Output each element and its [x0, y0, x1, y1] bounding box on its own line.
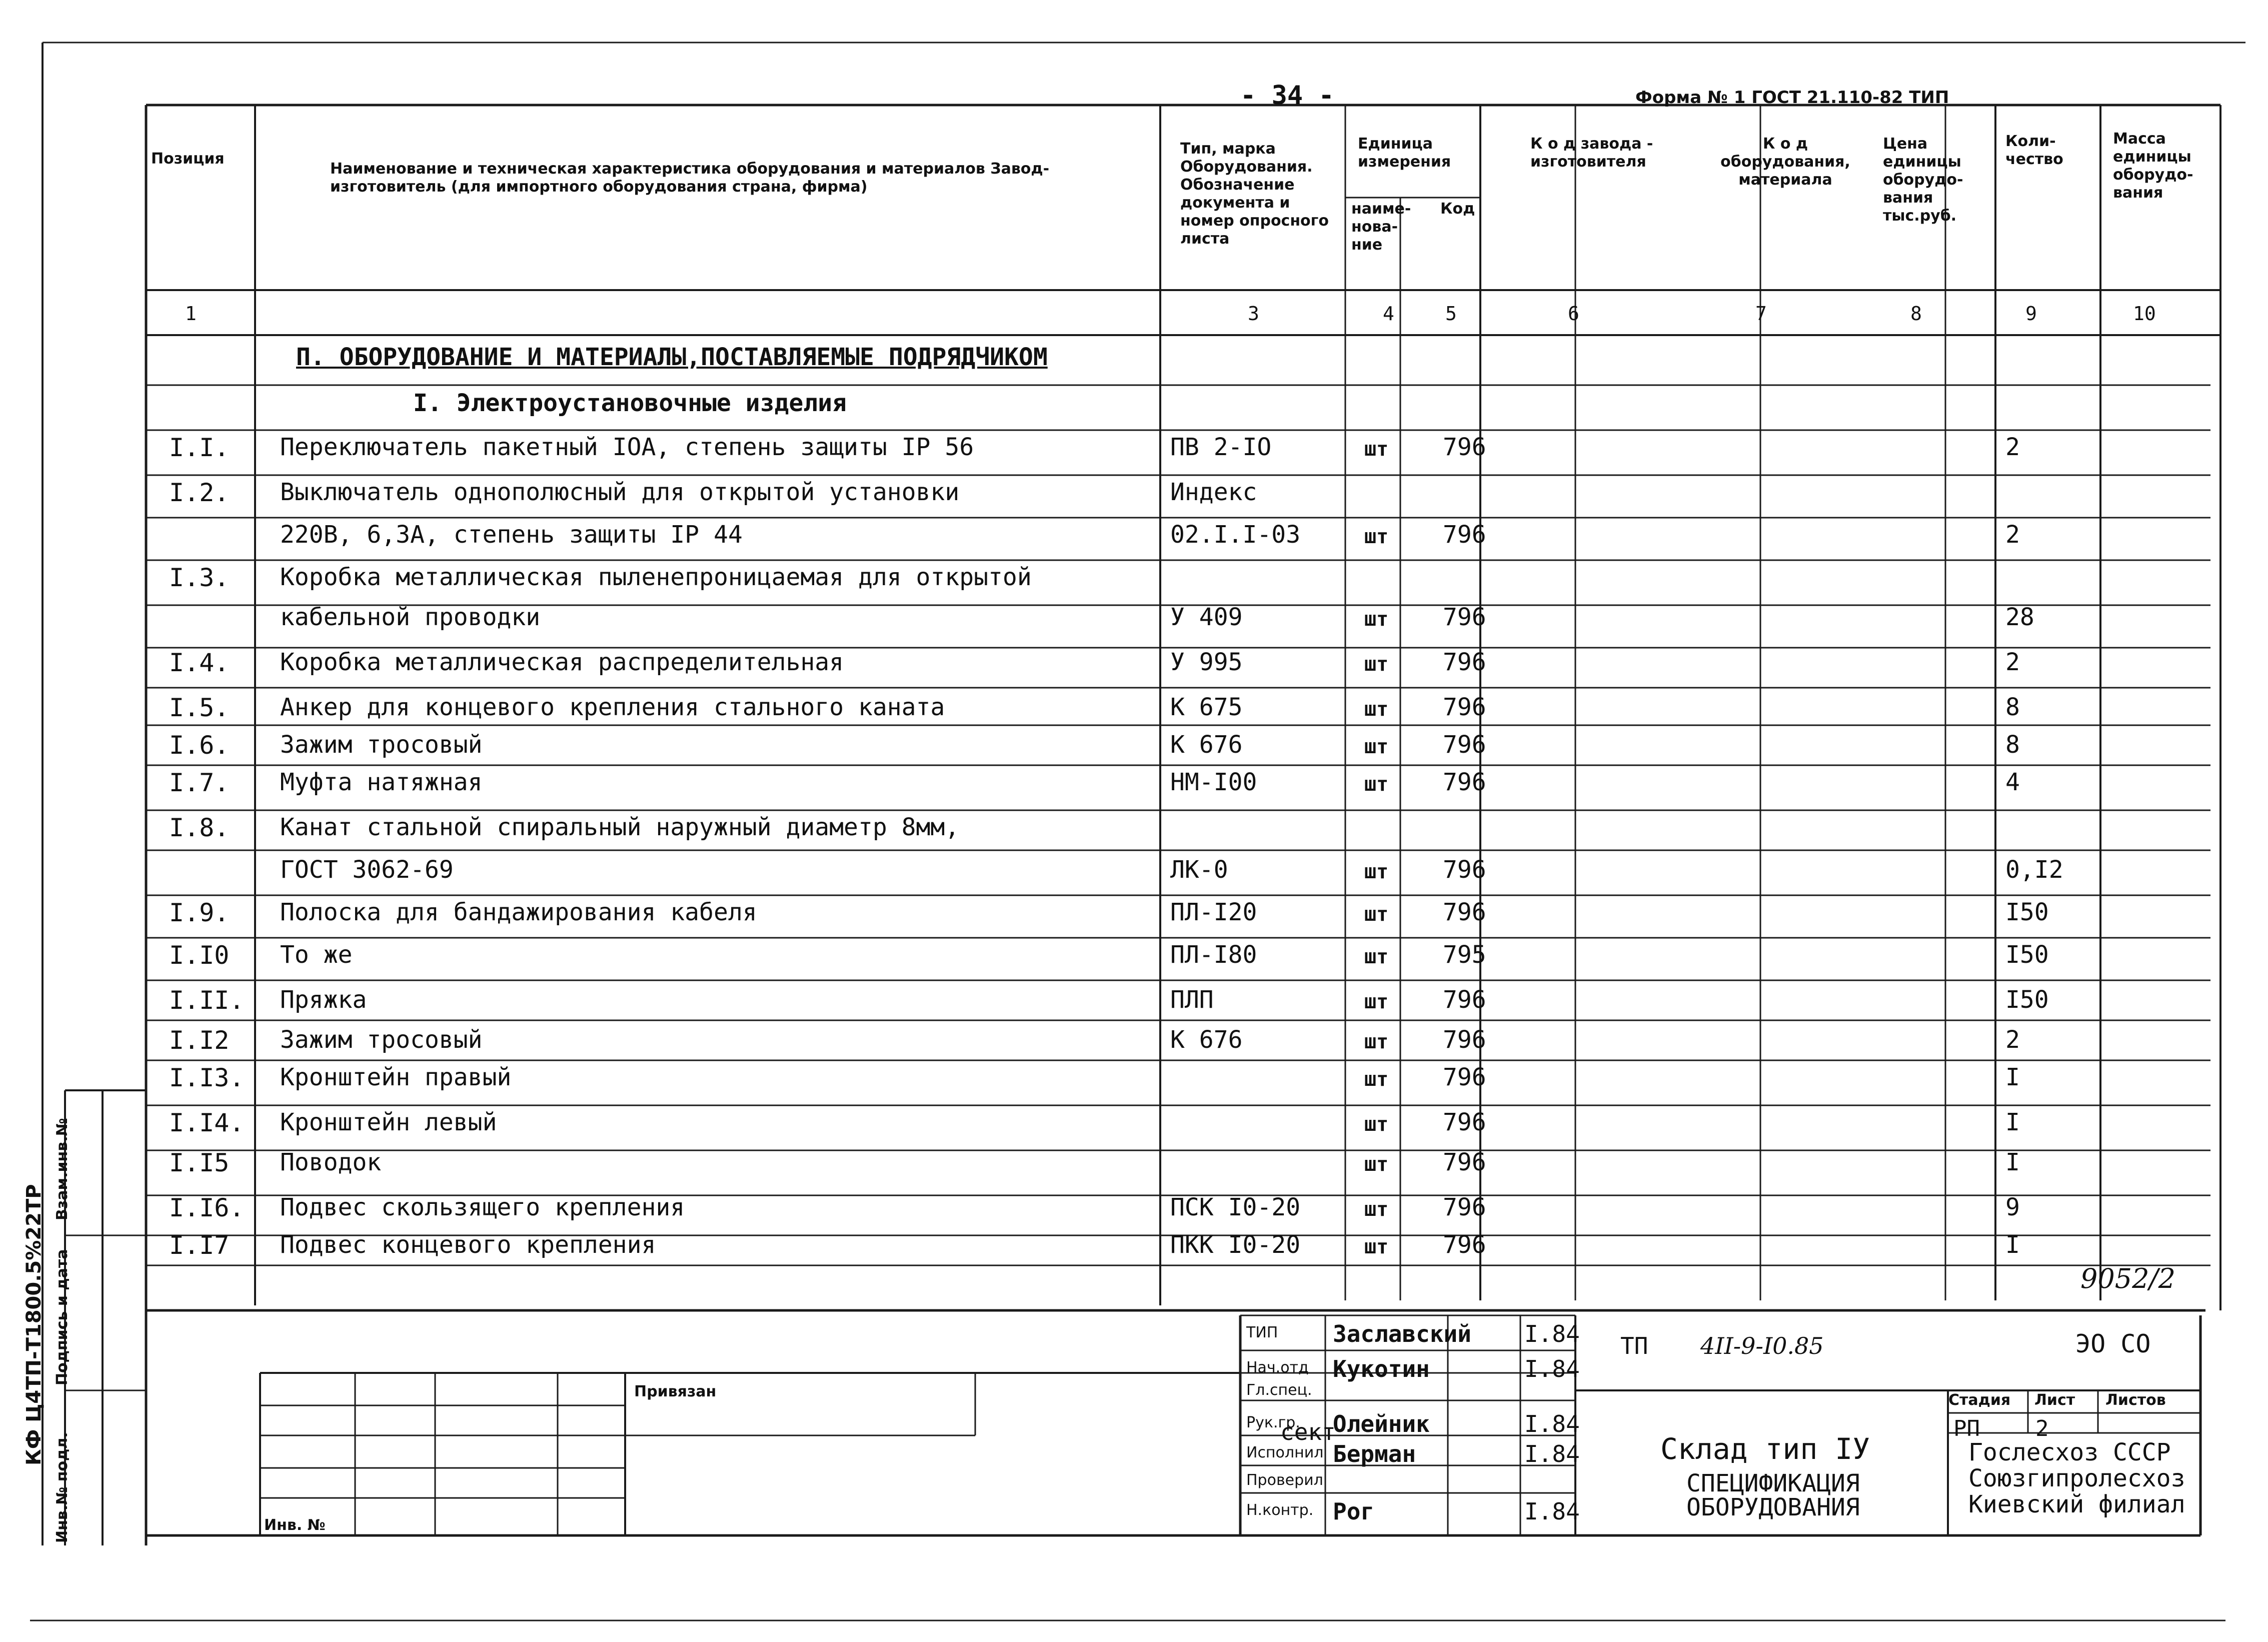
row-unit: шт: [1364, 945, 1389, 968]
row-qty: I: [2005, 1231, 2020, 1259]
row-code: 796: [1443, 1231, 1486, 1259]
title-date: I.84: [1524, 1410, 1580, 1437]
row-code: 796: [1443, 1108, 1486, 1136]
header-position: Позиция: [151, 150, 225, 168]
col-number: 7: [1755, 303, 1767, 325]
title-date: I.84: [1524, 1440, 1580, 1467]
row-code: 796: [1443, 856, 1486, 884]
row-code: 796: [1443, 986, 1486, 1014]
row-unit: шт: [1364, 1030, 1389, 1053]
row-qty: 8: [2005, 731, 2020, 759]
row-position: I.4.: [169, 648, 230, 677]
row-position: I.I3.: [169, 1063, 245, 1092]
col-number: 5: [1445, 303, 1457, 325]
title-name: Кукотин: [1333, 1355, 1430, 1382]
section-title: П. ОБОРУДОВАНИЕ И МАТЕРИАЛЫ,ПОСТАВЛЯЕМЫЕ ПОДРЯДЧИКОМ: [296, 343, 1048, 371]
margin-inv-podl: Инв.№ подл.: [54, 1432, 71, 1543]
row-qty: I: [2005, 1148, 2020, 1176]
title-role: Рук.гр.: [1246, 1414, 1300, 1431]
doc-title-2: ОБОРУДОВАНИЯ: [1686, 1493, 1860, 1521]
row-position: I.I5: [169, 1148, 230, 1177]
row-code: 796: [1443, 603, 1486, 631]
header-unit-code: Код: [1440, 200, 1475, 218]
row-position: I.5.: [169, 693, 230, 722]
title-date: I.84: [1524, 1355, 1580, 1382]
row-unit: шт: [1364, 525, 1389, 548]
row-qty: 2: [2005, 521, 2020, 549]
header-mass: Масса единицы оборудо-вания: [2113, 130, 2193, 202]
row-type: ПЛ-I20: [1170, 898, 1257, 926]
header-price: Цена единицы оборудо-вания тыс.руб.: [1883, 135, 1963, 225]
row-unit: шт: [1364, 990, 1389, 1013]
row-name: Кронштейн правый: [280, 1063, 512, 1091]
header-type: Тип, марка Оборудования. Обозначение документа и номер опросного листа: [1180, 140, 1329, 248]
row-unit: шт: [1364, 735, 1389, 758]
title-role: Исполнил: [1246, 1444, 1324, 1461]
row-name: Анкер для концевого крепления стального каната: [280, 693, 945, 721]
row-code: 796: [1443, 768, 1486, 796]
row-unit: шт: [1364, 860, 1389, 883]
row-name: Полоска для бандажирования кабеля: [280, 898, 757, 926]
col-number: 6: [1568, 303, 1579, 325]
row-unit: шт: [1364, 1235, 1389, 1258]
row-code: 796: [1443, 1193, 1486, 1221]
col-number: 3: [1248, 303, 1259, 325]
row-code: 796: [1443, 521, 1486, 549]
sheet-label: Лист: [2034, 1391, 2075, 1409]
header-unit-name: наиме-нова-ние: [1351, 200, 1411, 254]
row-unit: шт: [1364, 1153, 1389, 1176]
row-qty: 2: [2005, 1026, 2020, 1054]
col-number: 4: [1383, 303, 1394, 325]
header-maker-code: К о д завода - изготовителя: [1530, 135, 1653, 171]
row-name: Зажим тросовый: [280, 1026, 483, 1054]
row-code: 796: [1443, 648, 1486, 676]
title-role: Н.контр.: [1246, 1501, 1314, 1519]
row-position: I.I0: [169, 941, 230, 970]
handwritten-note: 9052/2: [2080, 1263, 2175, 1294]
row-name: Зажим тросовый: [280, 731, 483, 759]
inv-number-label: Инв. №: [264, 1516, 326, 1534]
row-position: I.I.: [169, 433, 230, 462]
row-name: Поводок: [280, 1148, 382, 1176]
row-type: К 675: [1170, 693, 1243, 721]
org-line-3: Киевский филиал: [1968, 1490, 2185, 1518]
name-prefix: сект: [1280, 1418, 1336, 1445]
row-name: То же: [280, 941, 353, 969]
row-code: 796: [1443, 433, 1486, 461]
stage-label: Стадия: [1948, 1391, 2011, 1409]
object-name: Склад тип IУ: [1660, 1432, 1870, 1466]
row-unit: шт: [1364, 1068, 1389, 1091]
privyazan-label: Привязан: [634, 1383, 717, 1400]
row-type: 02.I.I-03: [1170, 521, 1301, 549]
sheet-value: 2: [2035, 1416, 2049, 1441]
row-qty: 0,I2: [2005, 856, 2063, 884]
row-qty: I: [2005, 1063, 2020, 1091]
row-code: 795: [1443, 941, 1486, 969]
row-type: Индекс: [1170, 478, 1257, 506]
org-line-2: Союзгипролесхоз: [1968, 1464, 2185, 1492]
row-qty: 8: [2005, 693, 2020, 721]
row-name: Муфта натяжная: [280, 768, 483, 796]
row-unit: шт: [1364, 698, 1389, 721]
sheet-code: ЭО СО: [2075, 1329, 2151, 1358]
header-name: Наименование и техническая характеристика оборудования и материалов Завод-изготовитель (для импортного оборудования страна, фирма): [330, 160, 1050, 196]
row-name: кабельной проводки: [280, 603, 541, 631]
col-number: 1: [185, 303, 197, 325]
title-role: ТИП: [1246, 1324, 1278, 1341]
row-qty: 4: [2005, 768, 2020, 796]
doc-code: ТП: [1620, 1332, 1648, 1359]
org-line-1: Гослесхоз СССР: [1968, 1438, 2171, 1466]
row-type: К 676: [1170, 731, 1243, 759]
row-unit: шт: [1364, 653, 1389, 676]
sheets-label: Листов: [2105, 1391, 2166, 1409]
row-type: К 676: [1170, 1026, 1243, 1054]
row-position: I.I6.: [169, 1193, 245, 1222]
row-name: Переключатель пакетный IOA, степень защиты IP 56: [280, 433, 974, 461]
row-unit: шт: [1364, 773, 1389, 796]
col-number: 8: [1910, 303, 1922, 325]
row-name: Коробка металлическая пыленепроницаемая для открытой: [280, 563, 1032, 591]
header-item-code: К о д оборудования, материала: [1720, 135, 1850, 189]
title-name: Олейник: [1333, 1410, 1430, 1437]
page-number: - 34 -: [1240, 81, 1334, 111]
doc-title-1: СПЕЦИФИКАЦИЯ: [1686, 1469, 1860, 1497]
row-qty: 28: [2005, 603, 2034, 631]
row-name: Подвес концевого крепления: [280, 1231, 656, 1259]
margin-podpis: Подпись и дата: [54, 1249, 71, 1385]
title-date: I.84: [1524, 1320, 1580, 1347]
row-type: ПЛП: [1170, 986, 1214, 1014]
row-position: I.7.: [169, 768, 230, 797]
stage-value: РП: [1953, 1416, 1980, 1441]
title-date: I.84: [1524, 1498, 1580, 1525]
row-code: 796: [1443, 731, 1486, 759]
margin-vzam: Взам.инв.№: [54, 1118, 71, 1220]
title-role: Нач.отд: [1246, 1359, 1309, 1376]
row-position: I.3.: [169, 563, 230, 592]
row-name: Кронштейн левый: [280, 1108, 497, 1136]
subsection-title: I. Электроустановочные изделия: [413, 389, 847, 417]
title-role: Гл.спец.: [1246, 1381, 1312, 1399]
col-number: 9: [2025, 303, 2037, 325]
row-unit: шт: [1364, 608, 1389, 631]
row-qty: I: [2005, 1108, 2020, 1136]
row-code: 796: [1443, 898, 1486, 926]
row-qty: I50: [2005, 941, 2049, 969]
row-position: I.II.: [169, 986, 245, 1015]
title-name: Заславский: [1333, 1320, 1471, 1347]
row-position: I.6.: [169, 731, 230, 760]
row-type: НМ-I00: [1170, 768, 1257, 796]
row-name: Пряжка: [280, 986, 367, 1014]
margin-copy-stamp: КФ Ц4ТП-Т1800.5%22ТР: [23, 1184, 46, 1465]
header-qty: Коли-чество: [2005, 133, 2063, 168]
row-unit: шт: [1364, 903, 1389, 926]
col-number: 10: [2133, 303, 2156, 325]
row-type: ПЛ-I80: [1170, 941, 1257, 969]
row-position: I.2.: [169, 478, 230, 507]
row-type: ПКК I0-20: [1170, 1231, 1301, 1259]
row-code: 796: [1443, 1026, 1486, 1054]
row-position: I.I7: [169, 1231, 230, 1260]
row-qty: I50: [2005, 898, 2049, 926]
row-type: ЛК-0: [1170, 856, 1228, 884]
row-name: Подвес скользящего крепления: [280, 1193, 685, 1221]
title-name: Рог: [1333, 1498, 1375, 1525]
row-qty: I50: [2005, 986, 2049, 1014]
row-unit: шт: [1364, 1198, 1389, 1221]
header-unit: Единица измерения: [1358, 135, 1451, 171]
row-position: I.I4.: [169, 1108, 245, 1137]
row-qty: 9: [2005, 1193, 2020, 1221]
row-name: ГОСТ 3062-69: [280, 856, 454, 884]
row-type: ПВ 2-IO: [1170, 433, 1272, 461]
row-code: 796: [1443, 1063, 1486, 1091]
row-unit: шт: [1364, 1113, 1389, 1136]
row-code: 796: [1443, 693, 1486, 721]
row-qty: 2: [2005, 433, 2020, 461]
row-type: ПСК I0-20: [1170, 1193, 1301, 1221]
title-name: Берман: [1333, 1440, 1416, 1467]
row-name: Коробка металлическая распределительная: [280, 648, 844, 676]
row-name: 220В, 6,3А, степень защиты IP 44: [280, 521, 743, 549]
row-type: У 409: [1170, 603, 1243, 631]
row-position: I.I2: [169, 1026, 230, 1055]
row-type: У 995: [1170, 648, 1243, 676]
doc-number: 4II-9-I0.85: [1700, 1332, 1824, 1359]
row-position: I.8.: [169, 813, 230, 842]
row-position: I.9.: [169, 898, 230, 927]
row-name: Выключатель однополюсный для открытой установки: [280, 478, 960, 506]
row-qty: 2: [2005, 648, 2020, 676]
row-code: 796: [1443, 1148, 1486, 1176]
row-unit: шт: [1364, 438, 1389, 461]
row-name: Канат стальной спиральный наружный диаметр 8мм,: [280, 813, 960, 841]
form-label: Форма № 1 ГОСТ 21.110-82 ТИП: [1635, 88, 1949, 108]
title-role: Проверил: [1246, 1471, 1323, 1489]
